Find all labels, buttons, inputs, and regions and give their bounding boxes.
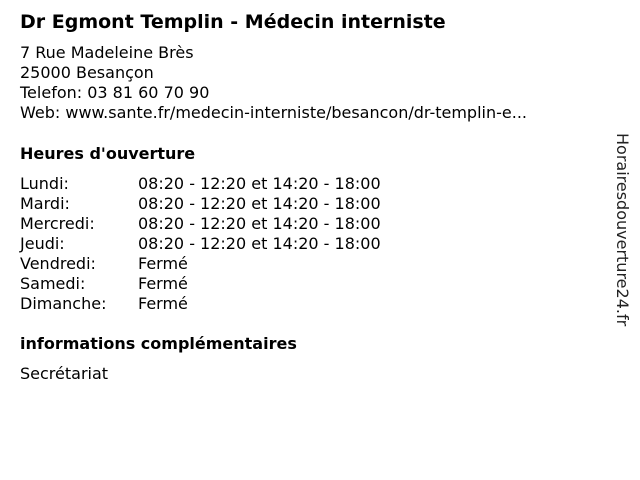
street-address: 7 Rue Madeleine Brès <box>20 43 194 62</box>
hours-value: 08:20 - 12:20 et 14:20 - 18:00 <box>138 194 381 213</box>
hours-row-friday <box>20 254 381 274</box>
hours-row-saturday <box>20 274 381 294</box>
website-link[interactable]: Web: www.sante.fr/medecin-interniste/besancon/dr-templin-e... <box>20 103 527 122</box>
hours-row-monday <box>20 174 381 194</box>
day-label: Mardi: <box>20 194 70 213</box>
hours-row-thursday <box>20 234 381 254</box>
day-label: Lundi: <box>20 174 69 193</box>
hours-row-sunday <box>20 294 381 314</box>
additional-info-text: Secrétariat <box>20 364 109 383</box>
day-label: Mercredi: <box>20 214 95 233</box>
hours-row-tuesday <box>20 194 381 214</box>
hours-value: 08:20 - 12:20 et 14:20 - 18:00 <box>138 234 381 253</box>
hours-value: 08:20 - 12:20 et 14:20 - 18:00 <box>138 174 381 193</box>
hours-value: Fermé <box>138 274 188 293</box>
additional-info-heading: informations complémentaires <box>20 334 297 353</box>
day-label: Jeudi: <box>20 234 65 253</box>
phone-number[interactable]: Telefon: 03 81 60 70 90 <box>20 83 210 102</box>
day-label: Dimanche: <box>20 294 107 313</box>
hours-value: Fermé <box>138 294 188 313</box>
hours-value: 08:20 - 12:20 et 14:20 - 18:00 <box>138 214 381 233</box>
opening-hours-table <box>20 174 381 314</box>
address-block <box>20 43 527 123</box>
page-title: Dr Egmont Templin - Médecin interniste <box>20 11 446 33</box>
day-label: Samedi: <box>20 274 86 293</box>
site-watermark: Horairesdouverture24.fr <box>613 133 632 327</box>
city: 25000 Besançon <box>20 63 154 82</box>
hours-row-wednesday <box>20 214 381 234</box>
opening-hours-heading: Heures d'ouverture <box>20 144 196 163</box>
day-label: Vendredi: <box>20 254 96 273</box>
hours-value: Fermé <box>138 254 188 273</box>
